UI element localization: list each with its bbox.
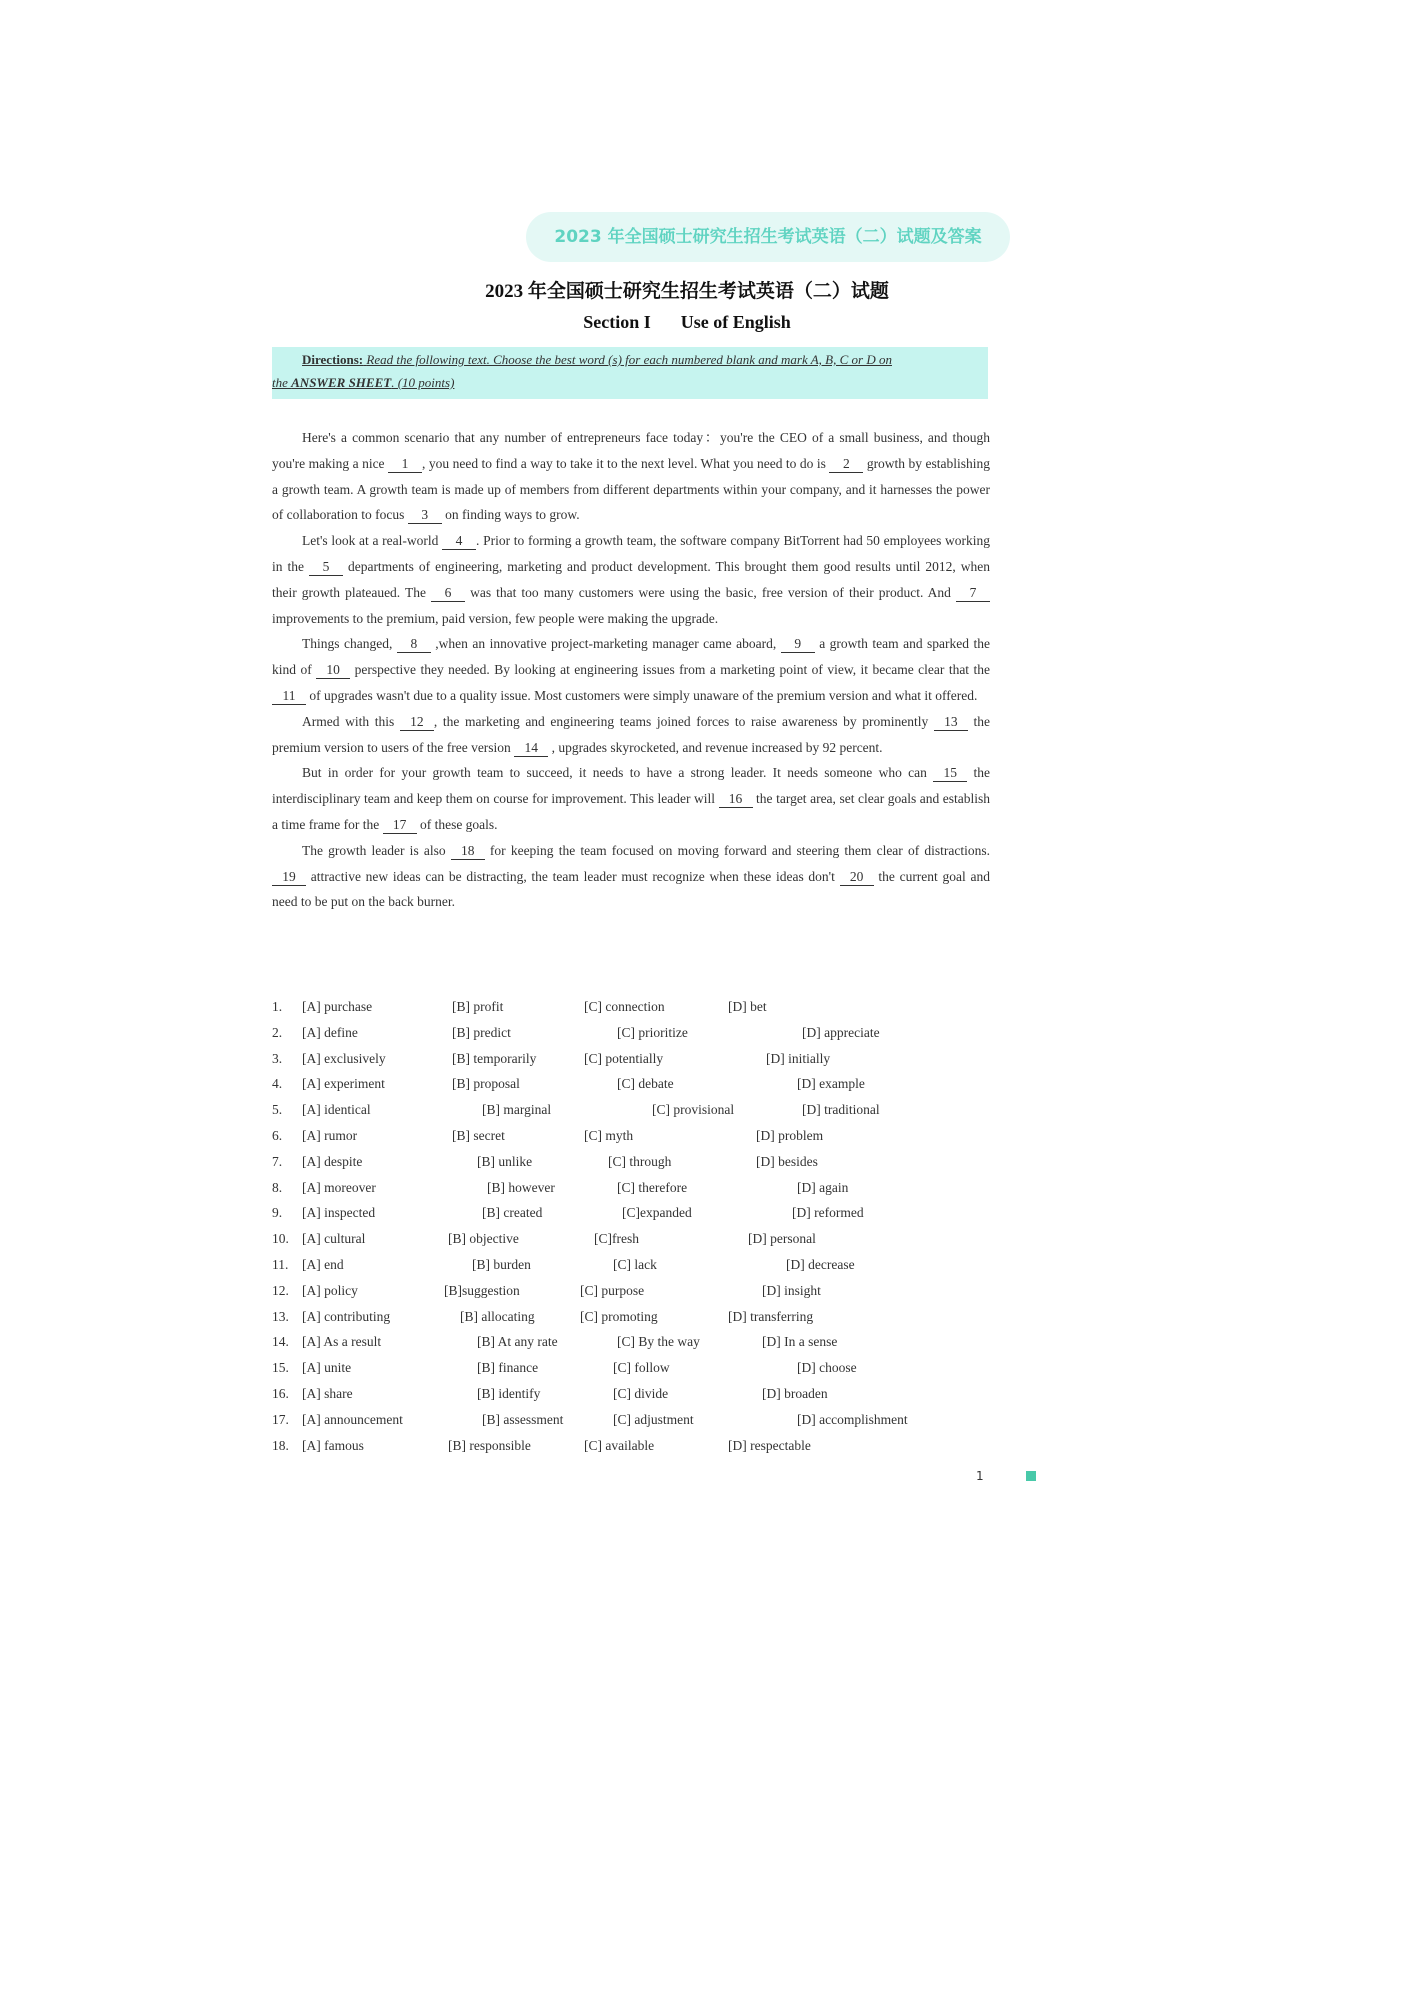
- option-d: [D] broaden: [762, 1385, 828, 1401]
- option-b: [B] proposal: [452, 1076, 520, 1092]
- option-number: 12.: [272, 1282, 289, 1298]
- option-row: [272, 1329, 992, 1355]
- option-c: [C] therefore: [617, 1179, 688, 1195]
- option-b: [B] objective: [448, 1231, 519, 1247]
- option-number: 4.: [272, 1076, 283, 1092]
- page-marker: [1026, 1471, 1036, 1481]
- option-row: [272, 1071, 992, 1097]
- passage-text: But in order for your growth team to succeed, it needs to have a strong leader. It needs someone who can: [302, 765, 934, 781]
- option-b: [B]suggestion: [444, 1282, 520, 1298]
- blank-9: 9: [781, 636, 815, 653]
- option-b: [B] allocating: [460, 1308, 535, 1324]
- option-number: 8.: [272, 1179, 283, 1195]
- passage-text: a growth team and sparked the kind of: [272, 636, 991, 678]
- option-b: [B] identify: [477, 1385, 541, 1401]
- option-a: [A] moreover: [302, 1179, 376, 1195]
- option-row: [272, 1020, 992, 1046]
- blank-1: 1: [388, 456, 422, 473]
- option-b: [B] marginal: [482, 1102, 552, 1118]
- blank-8: 8: [397, 636, 431, 653]
- passage-text: growth by establishing a growth team. A growth team is made up of members from different departments within your company, and it harnesses the power of collaboration to focus: [272, 455, 990, 523]
- passage-text: The growth leader is also: [302, 842, 451, 858]
- blank-4: 4: [442, 533, 476, 550]
- option-row: [272, 1175, 992, 1201]
- blank-12: 12: [400, 714, 434, 731]
- option-number: 10.: [272, 1231, 289, 1247]
- option-a: [A] rumor: [302, 1127, 358, 1143]
- passage-text: . Prior to forming a growth team, the software company BitTorrent had 50 employees working in the: [272, 533, 991, 574]
- option-row: [272, 1123, 992, 1149]
- option-c: [C] connection: [584, 999, 665, 1014]
- directions-box: [272, 347, 988, 399]
- option-number: 5.: [272, 1102, 283, 1118]
- option-c: [C] potentially: [584, 1050, 664, 1066]
- blank-13: 13: [934, 714, 968, 731]
- option-a: [A] purchase: [302, 999, 373, 1014]
- option-b: [B] unlike: [477, 1153, 533, 1169]
- passage-text: of these goals.: [416, 816, 498, 832]
- passage-text: ,when an innovative project-marketing manager came aboard,: [430, 636, 781, 652]
- option-b: [B] assessment: [482, 1411, 564, 1427]
- passage-text: on finding ways to grow.: [441, 507, 580, 523]
- option-d: [D] In a sense: [762, 1334, 838, 1350]
- option-a: [A] unite: [302, 1360, 352, 1376]
- option-d: [D] appreciate: [802, 1024, 880, 1040]
- directions-label: Directions:: [302, 352, 364, 367]
- option-c: [C] purpose: [580, 1282, 645, 1298]
- option-row: [272, 1226, 992, 1252]
- option-c: [C] prioritize: [617, 1024, 688, 1040]
- option-row: [272, 1149, 992, 1175]
- option-row: [272, 1097, 992, 1123]
- option-a: [A] contributing: [302, 1308, 391, 1324]
- option-c: [C] lack: [613, 1256, 657, 1272]
- blank-17: 17: [383, 817, 417, 834]
- passage-paragraph: [272, 709, 990, 761]
- option-d: [D] respectable: [728, 1437, 811, 1453]
- option-d: [D] example: [797, 1076, 865, 1092]
- option-d: [D] reformed: [792, 1205, 864, 1221]
- passage-paragraph: [272, 760, 990, 837]
- option-b: [B] finance: [477, 1360, 539, 1376]
- option-b: [B] temporarily: [452, 1050, 537, 1066]
- passage-text: perspective they needed. By looking at engineering issues from a marketing point of view, it became clear that the: [350, 662, 990, 678]
- blank-18: 18: [451, 843, 485, 860]
- banner-title: 2023 年全国硕士研究生招生考试英语（二）试题及答案: [554, 227, 982, 247]
- option-a: [A] exclusively: [302, 1050, 386, 1066]
- option-a: [A] policy: [302, 1282, 358, 1298]
- blank-20: 20: [840, 869, 874, 886]
- option-d: [D] decrease: [786, 1256, 855, 1272]
- option-number: 3.: [272, 1050, 283, 1066]
- option-a: [A] despite: [302, 1153, 363, 1169]
- option-a: [A] identical: [302, 1102, 371, 1118]
- option-a: [A] As a result: [302, 1334, 382, 1350]
- option-number: 2.: [272, 1024, 283, 1040]
- directions-line-1: Directions: Read the following text. Choose the best word (s) for each numbered blank and mark A, B, C or D on: [302, 352, 892, 367]
- passage-paragraph: [272, 528, 990, 631]
- section-label: Section I: [583, 312, 651, 332]
- passage-text: the interdisciplinary team and keep them on course for improvement. This leader will: [272, 765, 990, 807]
- passage-text: Let's look at a real-world: [302, 533, 443, 549]
- option-a: [A] end: [302, 1256, 344, 1272]
- option-row: [272, 1252, 992, 1278]
- passage-text: improvements to the premium, paid version, few people were making the upgrade.: [272, 610, 719, 626]
- option-row: [272, 1355, 992, 1381]
- option-d: [D] transferring: [728, 1308, 814, 1324]
- passage-text: departments of engineering, marketing and product development. This brought them good results until 2012, when their growth plateaued. The: [272, 558, 990, 600]
- option-b: [B] profit: [452, 999, 504, 1014]
- blank-7: 7: [956, 585, 990, 602]
- answer-sheet-label: ANSWER SHEET: [291, 375, 392, 390]
- option-number: 16.: [272, 1385, 289, 1401]
- section-heading: [272, 312, 1102, 333]
- passage-text: , you need to find a way to take it to the next level. What you need to do is: [422, 455, 830, 471]
- option-c: [C]expanded: [622, 1205, 692, 1221]
- option-number: 11.: [272, 1256, 289, 1272]
- option-row: [272, 1304, 992, 1330]
- option-number: 1.: [272, 999, 283, 1014]
- header-banner: [526, 212, 1010, 262]
- option-b: [B] At any rate: [477, 1334, 558, 1350]
- option-number: 6.: [272, 1127, 283, 1143]
- option-b: [B] predict: [452, 1024, 511, 1040]
- blank-15: 15: [933, 765, 967, 782]
- exam-title: 2023 年全国硕士研究生招生考试英语（二）试题: [485, 281, 889, 302]
- directions-line-2: the ANSWER SHEET. (10 points): [272, 375, 455, 390]
- section-name: Use of English: [680, 312, 791, 332]
- option-row: [272, 1433, 992, 1459]
- option-c: [C] through: [608, 1153, 672, 1169]
- option-d: [D] initially: [766, 1050, 831, 1066]
- passage-text: , upgrades skyrocketed, and revenue increased by 92 percent.: [548, 739, 883, 755]
- option-a: [A] share: [302, 1385, 353, 1401]
- passage-paragraph: [272, 631, 990, 708]
- option-d: [D] personal: [748, 1231, 816, 1247]
- option-b: [B] responsible: [448, 1437, 531, 1453]
- passage-text: the premium version to users of the free version: [272, 713, 990, 755]
- option-b: [B] secret: [452, 1127, 505, 1143]
- option-d: [D] insight: [762, 1282, 821, 1298]
- option-number: 9.: [272, 1205, 283, 1221]
- blank-11: 11: [272, 688, 306, 705]
- option-row: [272, 994, 992, 1020]
- option-d: [D] accomplishment: [797, 1411, 908, 1427]
- option-row: [272, 1381, 992, 1407]
- option-d: [D] bet: [728, 999, 767, 1014]
- option-c: [C] debate: [617, 1076, 674, 1092]
- option-c: [C] promoting: [580, 1308, 658, 1324]
- option-number: 18.: [272, 1437, 289, 1453]
- passage-text: of upgrades wasn't due to a quality issue. Most customers were simply unaware of the premium version and what it offered.: [306, 687, 978, 703]
- option-c: [C] provisional: [652, 1102, 735, 1118]
- blank-6: 6: [431, 585, 465, 602]
- passage-text: the target area, set clear goals and establish a time frame for the: [272, 791, 990, 832]
- passage-text: was that too many customers were using the basic, free version of their product. And: [465, 584, 956, 600]
- passage-text: the current goal and need to be put on the back burner.: [272, 868, 990, 910]
- passage-paragraph: [272, 838, 990, 915]
- option-number: 14.: [272, 1334, 289, 1350]
- option-a: [A] announcement: [302, 1411, 403, 1427]
- option-d: [D] problem: [756, 1127, 824, 1143]
- passage-text: for keeping the team focused on moving forward and steering them clear of distractions.: [484, 842, 990, 858]
- option-row: [272, 1407, 992, 1433]
- blank-16: 16: [719, 791, 753, 808]
- blank-19: 19: [272, 869, 306, 886]
- passage-text: Things changed,: [302, 636, 397, 652]
- option-c: [C]fresh: [594, 1231, 639, 1247]
- blank-3: 3: [408, 507, 442, 524]
- option-c: [C] By the way: [617, 1334, 700, 1350]
- option-d: [D] besides: [756, 1153, 818, 1169]
- option-c: [C] myth: [584, 1127, 634, 1143]
- option-number: 17.: [272, 1411, 289, 1427]
- option-c: [C] available: [584, 1437, 655, 1453]
- option-d: [D] traditional: [802, 1102, 880, 1118]
- option-a: [A] inspected: [302, 1205, 376, 1221]
- option-number: 15.: [272, 1360, 289, 1376]
- cloze-passage: [272, 425, 990, 915]
- option-row: [272, 1278, 992, 1304]
- option-b: [B] created: [482, 1205, 543, 1221]
- passage-text: Here's a common scenario that any number of entrepreneurs face today：you're the CEO of a small business, and though you're making a nice: [272, 430, 990, 471]
- option-b: [B] however: [487, 1179, 555, 1195]
- option-a: [A] define: [302, 1024, 358, 1040]
- option-number: 13.: [272, 1308, 289, 1324]
- page-number: 1: [976, 1469, 984, 1483]
- option-c: [C] follow: [613, 1360, 670, 1376]
- passage-text: attractive new ideas can be distracting, the team leader must recognize when these ideas don't: [306, 868, 840, 884]
- option-a: [A] famous: [302, 1437, 364, 1453]
- answer-options: [272, 994, 992, 1458]
- passage-text: Armed with this: [302, 713, 400, 729]
- option-row: [272, 1200, 992, 1226]
- option-number: 7.: [272, 1153, 283, 1169]
- option-a: [A] cultural: [302, 1231, 366, 1247]
- option-a: [A] experiment: [302, 1076, 385, 1092]
- option-d: [D] again: [797, 1179, 849, 1195]
- option-c: [C] divide: [613, 1385, 669, 1401]
- option-c: [C] adjustment: [613, 1411, 694, 1427]
- blank-10: 10: [316, 662, 350, 679]
- passage-paragraph: [272, 425, 990, 528]
- blank-5: 5: [309, 559, 343, 576]
- passage-text: , the marketing and engineering teams joined forces to raise awareness by prominently: [433, 713, 934, 729]
- blank-14: 14: [514, 740, 548, 757]
- option-d: [D] choose: [797, 1360, 857, 1376]
- blank-2: 2: [829, 456, 863, 473]
- option-b: [B] burden: [472, 1256, 531, 1272]
- option-row: [272, 1046, 992, 1072]
